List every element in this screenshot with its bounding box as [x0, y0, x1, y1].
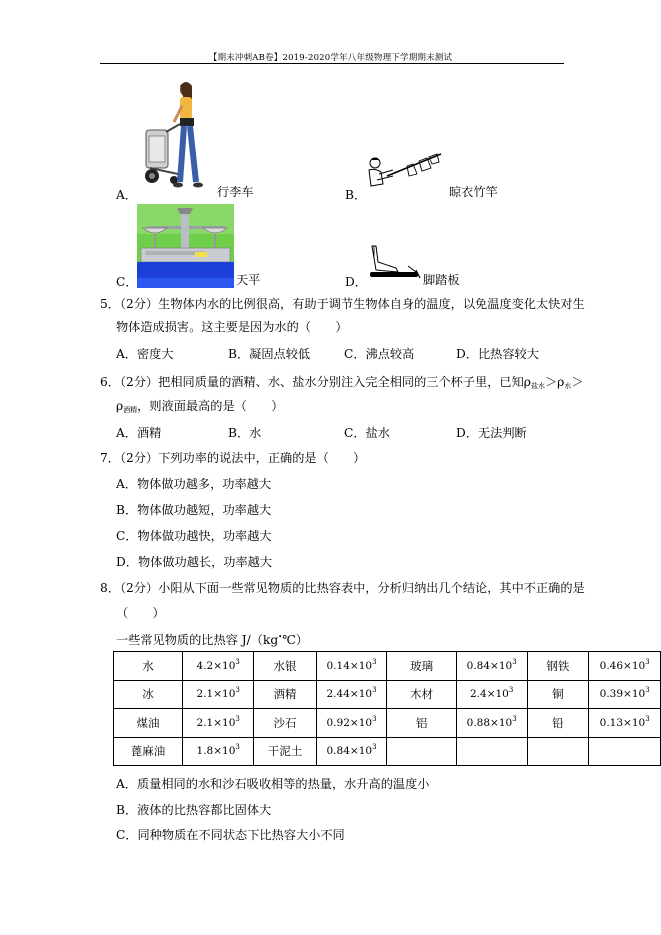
substance-name-cell	[387, 737, 457, 766]
specific-heat-value-cell: $0.84\times 10^3$	[456, 652, 527, 681]
q4-option-d-letter: D．	[345, 275, 367, 289]
specific-heat-value-cell: $2.1\times 10^3$	[183, 709, 254, 738]
specific-heat-value-cell: $2.4\times 10^3$	[456, 680, 527, 709]
q6-option-d: D．无法判断	[456, 426, 527, 440]
q6-option-b: B．水	[228, 426, 262, 440]
q8-option-b: B．液体的比热容都比固体大	[116, 803, 272, 817]
table-row	[114, 709, 661, 738]
q5-option-d: D．比热容较大	[456, 347, 539, 361]
substance-name-cell: 蓖麻油	[114, 737, 183, 766]
table-row	[114, 652, 661, 681]
q6-option-c: C．盐水	[344, 426, 390, 440]
q5-option-b: B．凝固点较低	[228, 347, 311, 361]
clothes-pole-illustration	[363, 152, 443, 194]
substance-name-cell: 玻璃	[387, 652, 457, 681]
substance-name-cell: 铜	[527, 680, 589, 709]
specific-heat-value-cell: $0.13\times 10^3$	[589, 709, 661, 738]
substance-name-cell	[527, 737, 589, 766]
q4-option-c-letter: C．	[116, 275, 138, 289]
q5-option-c: C．沸点较高	[344, 347, 415, 361]
q5-stem-line1: 5．（2分）生物体内水的比例很高，有助于调节生物体自身的温度，以免温度变化太快对生	[100, 297, 585, 311]
specific-heat-value-cell	[589, 737, 661, 766]
table-row	[114, 680, 661, 709]
q7-stem: 7．（2分）下列功率的说法中，正确的是（ ）	[100, 451, 366, 465]
specific-heat-value-cell: $0.39\times 10^3$	[589, 680, 661, 709]
substance-name-cell: 铝	[387, 709, 457, 738]
q7-option-a: A．物体做功越多，功率越大	[116, 477, 272, 491]
specific-heat-value-cell: $1.8\times 10^3$	[183, 737, 254, 766]
balance-scale-illustration	[137, 204, 234, 288]
q4-option-b-letter: B．	[345, 188, 367, 202]
q7-option-c: C．物体做功越快，功率越大	[116, 529, 272, 543]
specific-heat-value-cell: $2.1\times 10^3$	[183, 680, 254, 709]
specific-heat-value-cell	[456, 737, 527, 766]
foot-pedal-illustration	[366, 244, 422, 282]
q4-option-b-caption: 晾衣竹竿	[449, 185, 498, 199]
q7-option-b: B．物体做功越短，功率越大	[116, 503, 272, 517]
specific-heat-value-cell: $2.44\times 10^3$	[316, 680, 387, 709]
specific-heat-value-cell: $4.2\times 10^3$	[183, 652, 254, 681]
substance-name-cell: 铅	[527, 709, 589, 738]
substance-name-cell: 酒精	[254, 680, 316, 709]
substance-name-cell: 木材	[387, 680, 457, 709]
q4-option-a-letter: A．	[116, 188, 137, 202]
q6-stem-line2: $\rho_{酒精}$，则液面最高的是（ ）	[116, 399, 284, 414]
substance-name-cell: 沙石	[254, 709, 316, 738]
specific-heat-value-cell: $0.88\times 10^3$	[456, 709, 527, 738]
q4-option-c-caption: 天平	[236, 273, 261, 287]
q8-stem-line1: 8．（2分）小阳从下面一些常见物质的比热容表中，分析归纳出几个结论，其中不正确的是	[100, 581, 585, 595]
table-caption: 一些常见物质的比热容 J/（kg•℃）	[116, 633, 309, 647]
substance-name-cell: 煤油	[114, 709, 183, 738]
specific-heat-value-cell: $0.46\times 10^3$	[589, 652, 661, 681]
specific-heat-value-cell: $0.84\times 10^3$	[316, 737, 387, 766]
table-row	[114, 737, 661, 766]
q5-option-a: A．密度大	[116, 347, 174, 361]
substance-name-cell: 水银	[254, 652, 316, 681]
specific-heat-value-cell: $0.92\times 10^3$	[316, 709, 387, 738]
q6-stem-line1: 6．（2分）把相同质量的酒精、水、盐水分别注入完全相同的三个杯子里，已知$\rho_{盐水}>\rho_水>$	[100, 375, 584, 390]
substance-name-cell: 冰	[114, 680, 183, 709]
page-header: 【期末冲刺AB卷】2019-2020学年八年级物理下学期期末测试	[208, 53, 453, 63]
q8-stem-line2: （ ）	[116, 606, 165, 620]
q8-option-a: A．质量相同的水和沙石吸收相等的热量，水升高的温度小	[116, 777, 430, 791]
substance-name-cell: 水	[114, 652, 183, 681]
q4-option-a-caption: 行李车	[217, 185, 254, 199]
substance-name-cell: 干泥土	[254, 737, 316, 766]
specific-heat-value-cell: $0.14\times 10^3$	[316, 652, 387, 681]
header-divider	[100, 63, 564, 64]
q6-option-a: A．酒精	[116, 426, 162, 440]
q8-option-c: C．同种物质在不同状态下比热容大小不同	[116, 828, 345, 842]
luggage-cart-illustration	[140, 80, 210, 192]
specific-heat-table	[113, 651, 661, 766]
q4-option-d-caption: 脚踏板	[423, 273, 460, 287]
q5-stem-line2: 物体造成损害。这主要是因为水的（ ）	[116, 320, 348, 334]
q7-option-d: D．物体做功越长，功率越大	[116, 555, 273, 569]
substance-name-cell: 钢铁	[527, 652, 589, 681]
